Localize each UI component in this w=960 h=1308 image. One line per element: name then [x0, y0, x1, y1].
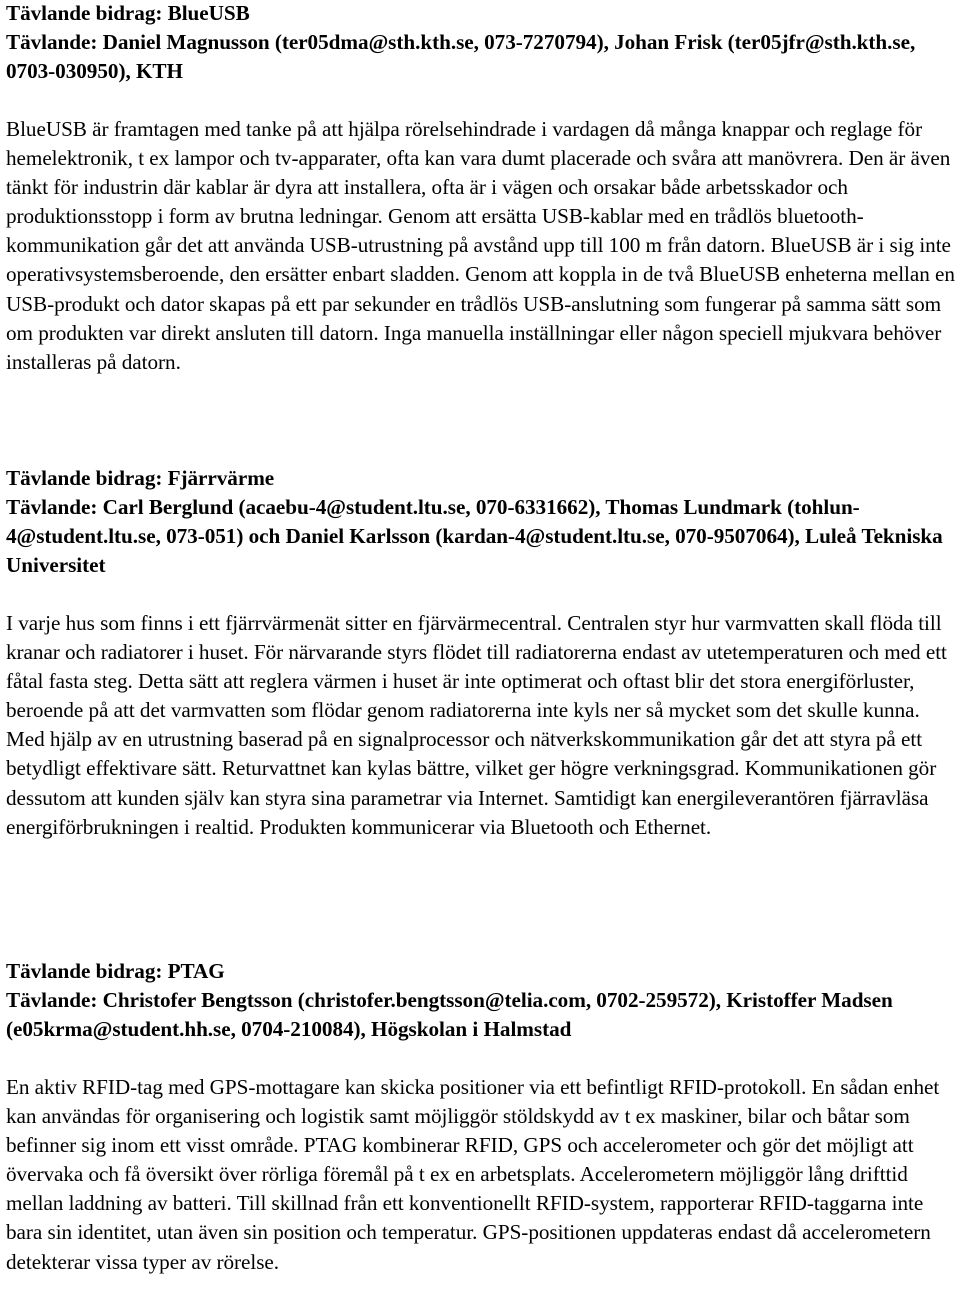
entry-description: BlueUSB är framtagen med tanke på att hjälpa rörelsehindrade i vardagen då många knappar och reglage för hemelektronik, t ex lampor och tv-apparater, ofta kan vara dumt placerade och svåra att manövrera. Den är även tänkt för industrin där kablar är dyra att installera, ofta är i vägen och orsakar både arbetsskador och produktionsstopp i form av brutna ledningar. Genom att ersätta USB-kablar med en trådlös bluetooth-kommunikation går det att använda USB-utrustning på avstånd upp till 100 m från datorn. BlueUSB är i sig inte operativsystemsberoende, den ersätter enbart sladden. Genom att koppla in de två BlueUSB enheterna mellan en USB-produkt och dator skapas på ett par sekunder en trådlös USB-anslutning som fungerar på samma sätt som om produkten var direkt ansluten till datorn. Inga manuella inställningar eller någon speciell mjukvara behöver installeras på datorn.: [6, 117, 955, 374]
entry-blueusb: [6, 0, 958, 377]
entry-ptag: [6, 957, 958, 1277]
entry-title: Tävlande bidrag: Fjärrvärme: [6, 466, 275, 490]
entry-title: Tävlande bidrag: PTAG: [6, 959, 225, 983]
entry-description: En aktiv RFID-tag med GPS-mottagare kan skicka positioner via ett befintligt RFID-protokoll. En sådan enhet kan användas för organisering och logistik samt möjliggör stöldskydd av t ex maskiner, bilar och båtar som befinner sig inom ett visst område. PTAG kombinerar RFID, GPS och accelerometer och gör det möjligt att övervaka och få översikt över rörliga föremål på t ex en arbetsplats. Accelerometern möjliggör lång drifttid mellan laddning av batteri. Till skillnad från ett konventionellt RFID-system, rapporterar RFID-taggarna inte bara sin identitet, utan även sin position och temperatur. GPS-positionen uppdateras endast då accelerometern detekterar vissa typer av rörelse.: [6, 1075, 940, 1274]
entry-contestants: Tävlande: Carl Berglund (acaebu-4@student.ltu.se, 070-6331662), Thomas Lundmark (tohlun-4@student.ltu.se, 073-051) och Daniel Karlsson (kardan-4@student.ltu.se, 070-9507064), Luleå Tekniska Universitet: [6, 495, 943, 577]
entry-fjarrvarme: [6, 464, 958, 842]
entry-description: I varje hus som finns i ett fjärrvärmenät sitter en fjärvärmecentral. Centralen styr hur varmvatten skall flöda till kranar och radiatorer i huset. För närvarande styrs flödet till radiatorerna endast av utetemperaturen och med ett fåtal fasta steg. Detta sätt att reglera värmen i huset är inte optimerat och oftast blir det stora energiförluster, beroende på att det varmvatten som flödar genom radiatorerna inte kyls ner så mycket som det skulle kunna. Med hjälp av en utrustning baserad på en signalprocessor och nätverkskommunikation går det att styra på ett betydligt effektivare sätt. Returvattnet kan kylas bättre, vilket ger högre verkningsgrad. Kommunikationen gör dessutom att kunden själv kan styra sina parametrar via Internet. Samtidigt kan energileverantören fjärravläsa energiförbrukningen i realtid. Produkten kommunicerar via Bluetooth och Ethernet.: [6, 611, 947, 839]
spacer: [6, 86, 958, 115]
spacer: [6, 1044, 958, 1073]
entry-title: Tävlande bidrag: BlueUSB: [6, 1, 250, 25]
entry-contestants: Tävlande: Christofer Bengtsson (christofer.bengtsson@telia.com, 0702-259572), Kristoffer Madsen (e05krma@student.hh.se, 0704-210084), Högskolan i Halmstad: [6, 988, 893, 1041]
spacer: [6, 580, 958, 609]
entry-contestants: Tävlande: Daniel Magnusson (ter05dma@sth.kth.se, 073-7270794), Johan Frisk (ter05jfr@sth.kth.se, 0703-030950), KTH: [6, 30, 916, 83]
